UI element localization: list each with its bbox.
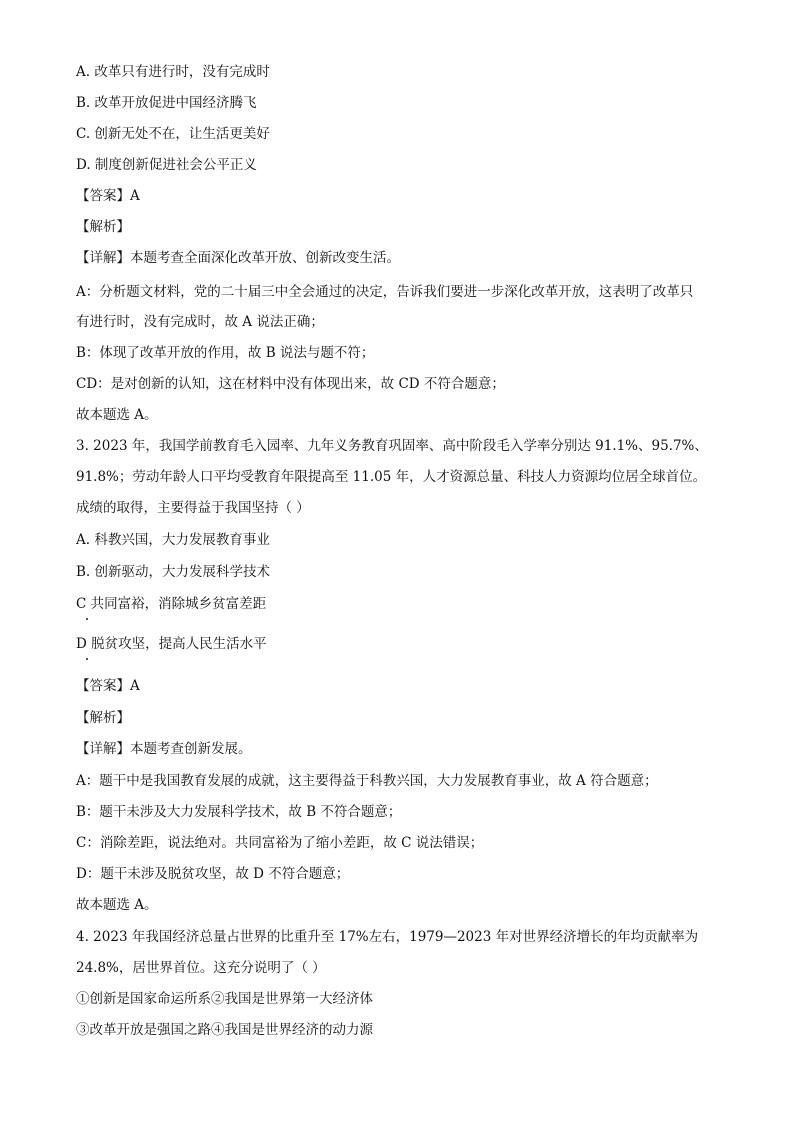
q3-option-d: D 脱贫攻坚，提高人民生活水平 (76, 636, 267, 652)
q4-stem-line1: 4. 2023 年我国经济总量占世界的比重升至 17%左右，1979—2023 年对世界经济增长的年均贡献率为 (76, 929, 699, 945)
q3-analysis-b: B：题干未涉及大力发展科学技术，故 B 不符合题意； (76, 804, 402, 820)
q2-option-d: D. 制度创新促进社会公平正义 (76, 157, 257, 173)
q2-analysis-heading: 【解析】 (76, 219, 130, 235)
q4-stem-line2: 24.8%，居世界首位。这充分说明了（ ） (76, 960, 326, 976)
q3-answer: 【答案】A (76, 678, 140, 694)
q2-analysis-b: B：体现了改革开放的作用，故 B 说法与题不符； (76, 345, 375, 361)
q2-option-a: A. 改革只有进行时，没有完成时 (76, 64, 270, 80)
q4-choices-line1: ①创新是国家命运所系②我国是世界第一大经济体 (76, 991, 373, 1007)
q2-analysis-a-line1: A：分析题文材料，党的二十届三中全会通过的决定，告诉我们要进一步深化改革开放，这表明了改革只 (76, 284, 694, 300)
q3-option-c-dot-mark (86, 618, 88, 620)
q3-analysis-a: A：题干中是我国教育发展的成就，这主要得益于科教兴国，大力发展教育事业，故 A 符合题意； (76, 773, 658, 789)
q2-detail: 【详解】本题考查全面深化改革开放、创新改变生活。 (76, 250, 400, 266)
q2-analysis-a-line2: 有进行时，没有完成时，故 A 说法正确； (76, 314, 324, 330)
q3-conclusion: 故本题选 A。 (76, 897, 158, 913)
q4-choices-line2: ③改革开放是强国之路④我国是世界经济的动力源 (76, 1022, 373, 1038)
q3-stem-line1: 3. 2023 年，我国学前教育毛入园率、九年义务教育巩固率、高中阶段毛入学率分别达 91.1%、95.7%、 (76, 438, 708, 454)
q3-option-b: B. 创新驱动，大力发展科学技术 (76, 564, 271, 580)
q2-option-b: B. 改革开放促进中国经济腾飞 (76, 95, 257, 111)
q3-stem-line3: 成绩的取得，主要得益于我国坚持（ ） (76, 500, 310, 516)
q2-option-c: C. 创新无处不在，让生活更美好 (76, 126, 270, 142)
q3-stem-line2: 91.8%；劳动年龄人口平均受教育年限提高至 11.05 年，人才资源总量、科技人力资源均位居全球首位。 (76, 469, 707, 485)
q3-option-d-dot-mark (86, 658, 88, 660)
q2-conclusion: 故本题选 A。 (76, 407, 158, 423)
q3-option-a: A. 科教兴国，大力发展教育事业 (76, 532, 270, 548)
q3-option-c: C 共同富裕，消除城乡贫富差距 (76, 596, 267, 612)
q2-analysis-cd: CD：是对创新的认知，这在材料中没有体现出来，故 CD 不符合题意； (76, 376, 505, 392)
q3-detail: 【详解】本题考查创新发展。 (76, 741, 252, 757)
q3-analysis-heading: 【解析】 (76, 710, 130, 726)
q3-analysis-c: C：消除差距，说法绝对。共同富裕为了缩小差距，故 C 说法错误； (76, 835, 484, 851)
q3-analysis-d: D：题干未涉及脱贫攻坚，故 D 不符合题意； (76, 866, 350, 882)
q2-answer: 【答案】A (76, 188, 140, 204)
